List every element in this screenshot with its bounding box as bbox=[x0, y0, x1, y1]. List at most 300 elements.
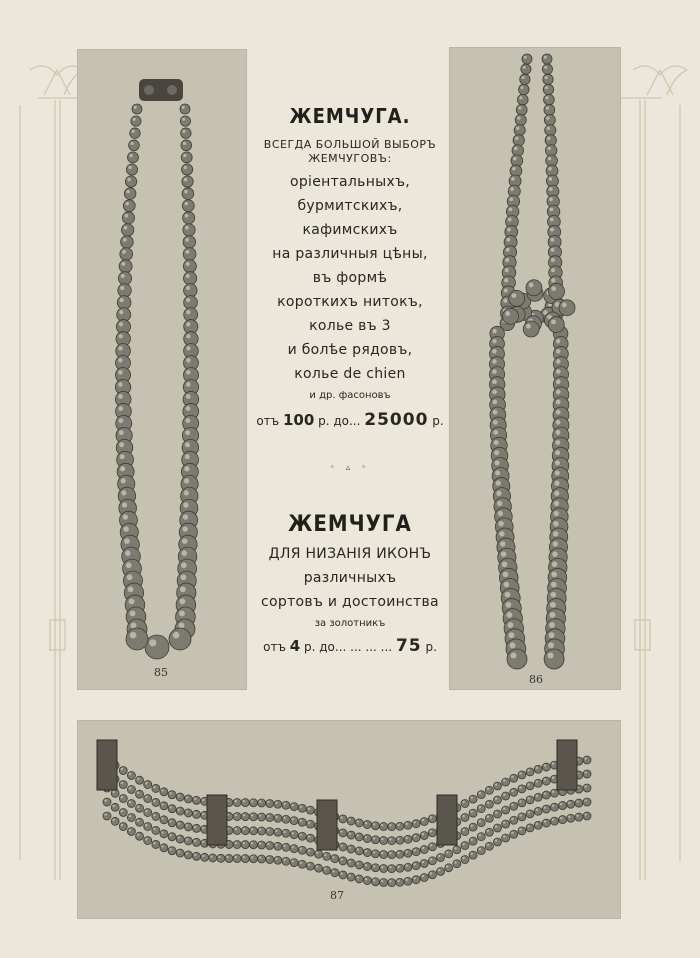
pearl bbox=[306, 848, 314, 856]
pearl-highlight bbox=[506, 238, 510, 242]
pearl-highlight bbox=[365, 822, 367, 824]
pearl bbox=[583, 770, 591, 778]
pearl-highlight bbox=[194, 854, 196, 856]
pearl bbox=[420, 859, 428, 867]
section1-line: колье de chien bbox=[294, 366, 406, 382]
pearl-highlight bbox=[422, 819, 424, 821]
pearl bbox=[461, 828, 469, 836]
pearl-highlight bbox=[178, 850, 180, 852]
pearl bbox=[290, 803, 298, 811]
pearl bbox=[559, 300, 575, 316]
pearl bbox=[542, 777, 550, 785]
pearl-highlight bbox=[292, 818, 294, 820]
pearl-highlight bbox=[397, 838, 399, 840]
section1-title: ЖЕМЧУГА. bbox=[289, 104, 411, 128]
pearl bbox=[380, 822, 388, 830]
pearl bbox=[233, 841, 241, 849]
pearl-highlight bbox=[348, 860, 350, 862]
pearl bbox=[123, 200, 135, 212]
pearl-highlight bbox=[529, 283, 534, 288]
pearl bbox=[428, 843, 436, 851]
pearl bbox=[132, 104, 142, 114]
pearl bbox=[128, 152, 139, 163]
pearl-highlight bbox=[243, 856, 245, 858]
pearl-highlight bbox=[487, 802, 489, 804]
pearl-highlight bbox=[503, 821, 505, 823]
pearl-highlight bbox=[235, 828, 237, 830]
pearl-highlight bbox=[120, 466, 125, 471]
pearl-highlight bbox=[348, 874, 350, 876]
pearl bbox=[494, 824, 502, 832]
pearl-highlight bbox=[186, 810, 188, 812]
pearl bbox=[315, 864, 323, 872]
pearl-highlight bbox=[513, 157, 517, 161]
pearl bbox=[494, 838, 502, 846]
pearl-highlight bbox=[121, 262, 125, 266]
pearl-highlight bbox=[503, 807, 505, 809]
pearl-highlight bbox=[119, 430, 124, 435]
price-unit: р. bbox=[425, 640, 437, 654]
pearl-highlight bbox=[405, 865, 407, 867]
pearl-highlight bbox=[186, 370, 191, 375]
pearl bbox=[575, 799, 583, 807]
pearl-highlight bbox=[365, 850, 367, 852]
pearl bbox=[477, 847, 485, 855]
pearl-highlight bbox=[548, 642, 554, 648]
pearl-highlight bbox=[125, 202, 129, 206]
pearl-highlight bbox=[493, 420, 498, 425]
pearl bbox=[404, 835, 412, 843]
pearl bbox=[420, 831, 428, 839]
pearl-highlight bbox=[499, 531, 504, 536]
pearl bbox=[249, 813, 257, 821]
section1-line: колье въ 3 bbox=[309, 318, 391, 334]
price-to-value: 25000 bbox=[364, 410, 429, 430]
pearl-highlight bbox=[184, 202, 188, 206]
pearl-highlight bbox=[495, 825, 497, 827]
pearl-highlight bbox=[556, 420, 561, 425]
pearl bbox=[160, 788, 168, 796]
pearl bbox=[124, 188, 136, 200]
pearl-highlight bbox=[186, 286, 190, 290]
pearl bbox=[477, 805, 485, 813]
pearl bbox=[477, 819, 485, 827]
pearl-highlight bbox=[121, 768, 123, 770]
pearl bbox=[176, 835, 184, 843]
pearl-highlight bbox=[128, 586, 134, 592]
pearl-highlight bbox=[186, 310, 190, 314]
pearl-highlight bbox=[560, 803, 562, 805]
pearl-highlight bbox=[492, 400, 497, 405]
pearl-highlight bbox=[275, 830, 277, 832]
pearl-highlight bbox=[556, 369, 561, 374]
pearl bbox=[526, 824, 534, 832]
pearl-highlight bbox=[454, 861, 456, 863]
pearl-highlight bbox=[503, 572, 509, 578]
pearl-highlight bbox=[118, 406, 123, 411]
pearl bbox=[502, 806, 510, 814]
section1-line: оріентальныхъ, bbox=[289, 174, 411, 190]
pearl-highlight bbox=[182, 538, 188, 544]
pearl bbox=[544, 115, 555, 126]
plate-87-pearl-collar bbox=[77, 720, 621, 919]
pearl bbox=[144, 809, 152, 817]
pearl-highlight bbox=[123, 526, 128, 531]
pearl-highlight bbox=[471, 839, 473, 841]
pearl-highlight bbox=[556, 339, 560, 343]
pearl bbox=[513, 135, 524, 146]
pearl bbox=[514, 125, 525, 136]
price-from-value: 4 bbox=[289, 637, 301, 655]
pearl-highlight bbox=[186, 358, 190, 362]
pearl-highlight bbox=[122, 502, 127, 507]
price-from-value: 100 bbox=[282, 411, 315, 429]
pearl-highlight bbox=[414, 877, 416, 879]
pearl-highlight bbox=[243, 814, 245, 816]
pearl bbox=[412, 820, 420, 828]
pearl bbox=[306, 862, 314, 870]
pearl-highlight bbox=[519, 828, 521, 830]
pearl-highlight bbox=[120, 454, 125, 459]
pearl bbox=[469, 837, 477, 845]
pearl bbox=[168, 805, 176, 813]
pearl-highlight bbox=[169, 820, 171, 822]
pearl bbox=[176, 807, 184, 815]
pearl bbox=[111, 789, 119, 797]
pearl bbox=[136, 776, 144, 784]
pearl bbox=[502, 778, 510, 786]
pearl bbox=[184, 851, 192, 859]
pearl bbox=[567, 814, 575, 822]
pearl-highlight bbox=[389, 824, 391, 826]
pearl-highlight bbox=[235, 814, 237, 816]
pearl-highlight bbox=[121, 782, 123, 784]
pearl bbox=[371, 822, 379, 830]
pearl-highlight bbox=[544, 792, 546, 794]
pearl-highlight bbox=[422, 875, 424, 877]
pearl-highlight bbox=[554, 491, 559, 496]
pearl-highlight bbox=[508, 218, 512, 222]
pearl-highlight bbox=[210, 855, 212, 857]
pearl bbox=[355, 819, 363, 827]
pearl-highlight bbox=[479, 792, 481, 794]
pearl bbox=[217, 854, 225, 862]
pearl bbox=[520, 74, 530, 84]
pearl-highlight bbox=[121, 490, 126, 495]
pearl bbox=[485, 814, 493, 822]
pearl-highlight bbox=[185, 442, 190, 447]
pearl-highlight bbox=[123, 514, 128, 519]
pearl bbox=[182, 188, 194, 200]
pearl bbox=[168, 819, 176, 827]
pearl-highlight bbox=[185, 214, 189, 218]
pearl bbox=[118, 272, 131, 285]
pearl-highlight bbox=[519, 96, 522, 99]
pearl-highlight bbox=[495, 470, 500, 475]
pearl bbox=[184, 795, 192, 803]
pearl-highlight bbox=[516, 127, 519, 130]
pearl-highlight bbox=[173, 632, 180, 639]
pearl-highlight bbox=[544, 764, 546, 766]
pearl-highlight bbox=[121, 810, 123, 812]
pearl-highlight bbox=[479, 834, 481, 836]
pearl bbox=[258, 855, 266, 863]
pearl-highlight bbox=[584, 799, 586, 801]
pearl bbox=[526, 768, 534, 776]
pearl bbox=[274, 828, 282, 836]
pearl-highlight bbox=[300, 834, 302, 836]
price-mid-text: р. до... ... ... ... bbox=[304, 640, 393, 654]
pearl-highlight bbox=[430, 844, 432, 846]
pearl bbox=[363, 835, 371, 843]
pearl bbox=[290, 831, 298, 839]
pearl bbox=[274, 814, 282, 822]
pearl-highlight bbox=[556, 359, 561, 364]
pearl-highlight bbox=[511, 776, 513, 778]
pearl-highlight bbox=[308, 808, 310, 810]
price-from-label: отъ bbox=[256, 414, 280, 428]
pearl bbox=[152, 812, 160, 820]
pearl-highlight bbox=[292, 846, 294, 848]
pearl bbox=[323, 866, 331, 874]
pearl-highlight bbox=[129, 773, 131, 775]
pearl bbox=[469, 809, 477, 817]
pearl-highlight bbox=[519, 814, 521, 816]
pearl-highlight bbox=[118, 370, 123, 375]
pearl bbox=[209, 854, 217, 862]
pearl-highlight bbox=[509, 197, 513, 201]
pearl-highlight bbox=[308, 836, 310, 838]
pearl-highlight bbox=[184, 166, 187, 169]
pearl bbox=[437, 853, 445, 861]
pearl-highlight bbox=[340, 872, 342, 874]
pearl bbox=[503, 308, 519, 324]
pearl-highlight bbox=[479, 806, 481, 808]
pearl-highlight bbox=[186, 838, 188, 840]
pearl bbox=[575, 813, 583, 821]
section2-line: ДЛЯ НИЗАНІЯ ИКОНЪ bbox=[268, 546, 432, 562]
pearl bbox=[526, 796, 534, 804]
pearl bbox=[144, 823, 152, 831]
pearl-highlight bbox=[184, 466, 189, 471]
pearl-highlight bbox=[185, 430, 190, 435]
pearl-highlight bbox=[340, 844, 342, 846]
pearl bbox=[298, 832, 306, 840]
pearl-highlight bbox=[186, 262, 190, 266]
pearl-highlight bbox=[584, 785, 586, 787]
pearl-highlight bbox=[471, 825, 473, 827]
pearl-highlight bbox=[555, 460, 560, 465]
pearl-highlight bbox=[505, 592, 511, 598]
section1-line: кафимскихъ bbox=[302, 222, 398, 238]
pearl-highlight bbox=[544, 778, 546, 780]
pearl bbox=[120, 248, 133, 261]
pearl-highlight bbox=[414, 849, 416, 851]
pearl bbox=[412, 848, 420, 856]
pearl bbox=[339, 815, 347, 823]
pearl-highlight bbox=[267, 801, 269, 803]
pearl-highlight bbox=[118, 382, 123, 387]
pearl-highlight bbox=[129, 829, 131, 831]
pearl bbox=[583, 756, 591, 764]
pearl-highlight bbox=[145, 838, 147, 840]
pearl bbox=[258, 827, 266, 835]
pearl bbox=[542, 763, 550, 771]
pearl-highlight bbox=[119, 322, 123, 326]
section1-line: бурмитскихъ, bbox=[297, 198, 403, 214]
pearl-highlight bbox=[549, 177, 553, 181]
pearl-highlight bbox=[184, 478, 189, 483]
pearl-highlight bbox=[259, 828, 261, 830]
section2-small-line: за золотникъ bbox=[314, 618, 386, 629]
pearl-highlight bbox=[505, 258, 509, 262]
plate-number-85: 85 bbox=[154, 666, 168, 679]
pearl-highlight bbox=[389, 880, 391, 882]
pearl bbox=[396, 878, 404, 886]
pearl-highlight bbox=[584, 813, 586, 815]
pearl bbox=[290, 845, 298, 853]
pearl-highlight bbox=[267, 815, 269, 817]
pearl bbox=[347, 831, 355, 839]
pearl bbox=[396, 864, 404, 872]
pearl-highlight bbox=[519, 772, 521, 774]
pearl-highlight bbox=[389, 838, 391, 840]
pearl-highlight bbox=[496, 491, 501, 496]
pearl bbox=[544, 649, 564, 669]
pearl-highlight bbox=[119, 334, 123, 338]
pearl-highlight bbox=[118, 358, 122, 362]
pearl-highlight bbox=[430, 872, 432, 874]
pearl-highlight bbox=[178, 836, 180, 838]
pearl-highlight bbox=[506, 602, 512, 608]
pearl-highlight bbox=[554, 511, 559, 516]
pearl-highlight bbox=[300, 820, 302, 822]
price-unit: р. bbox=[432, 414, 444, 428]
pearl-highlight bbox=[548, 167, 552, 171]
pearl bbox=[545, 135, 556, 146]
pearl-highlight bbox=[492, 349, 496, 353]
pearl bbox=[461, 856, 469, 864]
pearl bbox=[518, 785, 526, 793]
pearl bbox=[145, 635, 169, 659]
pearl bbox=[453, 860, 461, 868]
pearl bbox=[412, 876, 420, 884]
pearl-highlight bbox=[381, 824, 383, 826]
pearl-highlight bbox=[202, 813, 204, 815]
pearl bbox=[126, 164, 137, 175]
pearl bbox=[510, 816, 518, 824]
pearl bbox=[371, 878, 379, 886]
pearl-highlight bbox=[547, 137, 550, 140]
pearl bbox=[160, 816, 168, 824]
pearl-highlight bbox=[527, 825, 529, 827]
pearl-highlight bbox=[104, 813, 106, 815]
pearl-highlight bbox=[487, 788, 489, 790]
pearl-highlight bbox=[161, 789, 163, 791]
pearl-highlight bbox=[129, 154, 132, 157]
pearl-highlight bbox=[556, 430, 561, 435]
pearl-highlight bbox=[185, 226, 189, 230]
pearl bbox=[192, 796, 200, 804]
pearl-highlight bbox=[145, 824, 147, 826]
pearl bbox=[233, 813, 241, 821]
pearl bbox=[363, 821, 371, 829]
pearl bbox=[428, 871, 436, 879]
pearl-highlight bbox=[549, 622, 555, 628]
pearl-highlight bbox=[127, 178, 130, 181]
pearl-highlight bbox=[119, 418, 124, 423]
pearl-highlight bbox=[316, 866, 318, 868]
pearl bbox=[184, 823, 192, 831]
section1-subtitle-line1: ВСЕГДА БОЛЬШОЙ ВЫБОРЪ bbox=[263, 138, 437, 151]
pearl-highlight bbox=[414, 821, 416, 823]
pearl bbox=[515, 115, 526, 126]
pearl bbox=[136, 818, 144, 826]
pearl-highlight bbox=[251, 814, 253, 816]
pearl bbox=[404, 849, 412, 857]
pearl bbox=[127, 814, 135, 822]
pearl-highlight bbox=[186, 322, 190, 326]
pearl-highlight bbox=[186, 394, 191, 399]
section1-small-line: и др. фасоновъ bbox=[309, 390, 391, 401]
pearl bbox=[111, 817, 119, 825]
pearl-highlight bbox=[446, 851, 448, 853]
pearl bbox=[548, 283, 564, 299]
pearl-highlight bbox=[129, 815, 131, 817]
pearl bbox=[131, 116, 141, 126]
pearl-highlight bbox=[153, 842, 155, 844]
pearl-highlight bbox=[161, 831, 163, 833]
pearl bbox=[559, 816, 567, 824]
pearl-highlight bbox=[552, 805, 554, 807]
pearl bbox=[121, 236, 134, 249]
pearl bbox=[550, 803, 558, 811]
pearl-highlight bbox=[275, 858, 277, 860]
pearl-highlight bbox=[149, 639, 156, 646]
pearl-highlight bbox=[551, 286, 556, 291]
pearl-highlight bbox=[510, 187, 514, 191]
pearl-highlight bbox=[243, 828, 245, 830]
pearl-highlight bbox=[549, 187, 553, 191]
pearl bbox=[182, 200, 194, 212]
pearl-highlight bbox=[568, 802, 570, 804]
pearl-highlight bbox=[134, 106, 137, 109]
pearl-highlight bbox=[182, 118, 185, 121]
pearl-highlight bbox=[503, 835, 505, 837]
pearl bbox=[121, 224, 133, 236]
pearl bbox=[363, 849, 371, 857]
pearl bbox=[152, 840, 160, 848]
pearl-highlight bbox=[397, 824, 399, 826]
pearl bbox=[184, 809, 192, 817]
pearl bbox=[182, 164, 193, 175]
pearl-highlight bbox=[137, 820, 139, 822]
section1-subtitle-line2: ЖЕМЧУГОВЪ: bbox=[308, 152, 392, 165]
pearl bbox=[125, 176, 136, 187]
pearl-highlight bbox=[179, 623, 185, 629]
pearl-highlight bbox=[495, 839, 497, 841]
pearl-highlight bbox=[182, 526, 187, 531]
pearl-highlight bbox=[357, 834, 359, 836]
pearl-highlight bbox=[259, 856, 261, 858]
pearl-highlight bbox=[544, 806, 546, 808]
pearl-highlight bbox=[194, 826, 196, 828]
pearl-highlight bbox=[218, 856, 220, 858]
pearl-highlight bbox=[536, 767, 538, 769]
pearl-highlight bbox=[125, 214, 129, 218]
pearl-highlight bbox=[121, 796, 123, 798]
pearl-highlight bbox=[153, 828, 155, 830]
